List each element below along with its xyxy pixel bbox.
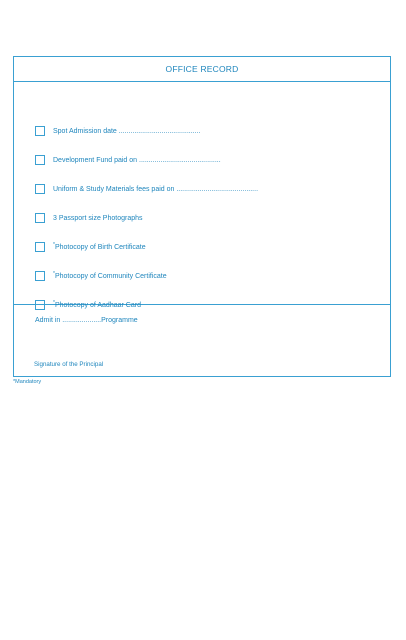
- principal-signature-label: Signature of the Principal: [34, 361, 104, 368]
- office-record-box: [13, 56, 391, 377]
- checklist-item-passport-photos: [35, 212, 143, 224]
- checkbox[interactable]: [35, 126, 45, 136]
- admission-section: [14, 305, 390, 379]
- checkbox[interactable]: [35, 155, 45, 165]
- checklist-item-label: 3 Passport size Photographs: [53, 214, 143, 222]
- checklist-item-spot-admission-date: [35, 125, 200, 137]
- checklist-item-label: Spot Admission date ..........................................: [53, 127, 201, 135]
- checkbox[interactable]: [35, 184, 45, 194]
- checklist-item-label: Photocopy of Aadhaar Card: [54, 301, 141, 309]
- checklist-item-label: Photocopy of Community Certificate: [54, 272, 167, 280]
- checklist-item-label: Photocopy of Birth Certificate: [54, 243, 146, 251]
- checkbox[interactable]: [35, 271, 45, 281]
- mandatory-mark: *: [13, 379, 16, 385]
- checklist: [14, 82, 390, 309]
- mandatory-mark: *: [53, 242, 55, 248]
- office-record-title: OFFICE RECORD: [14, 57, 390, 82]
- checklist-item-label: Development Fund paid on ..........................................: [53, 156, 221, 164]
- checklist-item-community-certificate: [35, 270, 167, 282]
- checklist-item-uniform-fees: [35, 183, 258, 195]
- mandatory-mark: *: [53, 271, 55, 277]
- checklist-item-birth-certificate: [35, 241, 146, 253]
- admit-in-programme: Admit in ....................Programme: [35, 317, 138, 324]
- checkbox[interactable]: [35, 242, 45, 252]
- mandatory-mark: *: [53, 300, 55, 306]
- mandatory-text: Mandatory: [15, 379, 42, 385]
- checklist-item-development-fund: [35, 154, 221, 166]
- checklist-item-label: Uniform & Study Materials fees paid on ..........................................: [53, 185, 259, 193]
- checkbox[interactable]: [35, 213, 45, 223]
- mandatory-footnote: [13, 379, 41, 385]
